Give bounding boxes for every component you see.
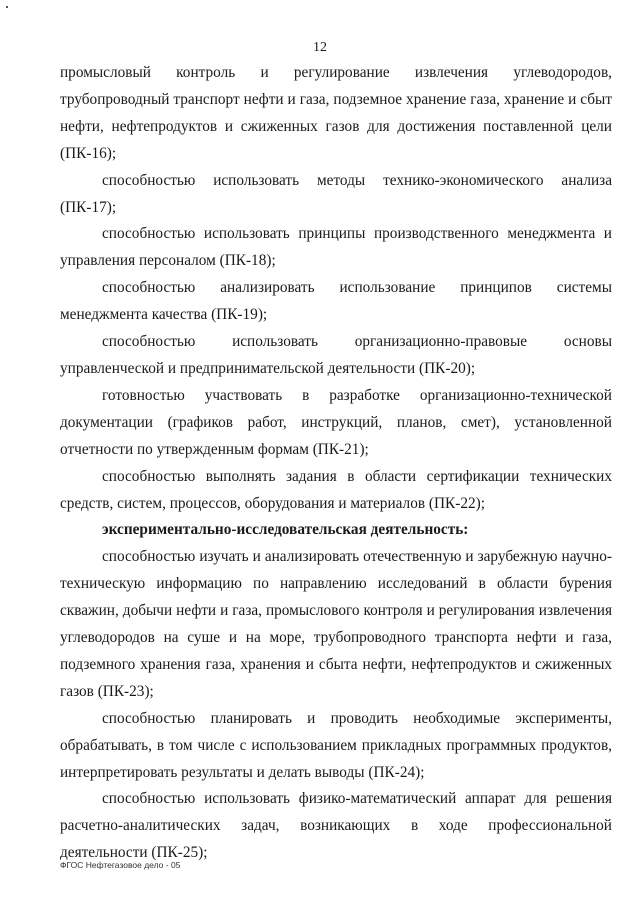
paragraph: готовностью участвовать в разработке организационно-технической документации (графиков работ, инструкций, планов, смет), установленной отчетности по утвержденным формам (ПК-21); — [60, 386, 612, 458]
section-heading: экспериментально-исследовательская деятельность: — [102, 521, 469, 539]
paragraph: способностью анализировать использование принципов системы менеджмента качества (ПК-19); — [60, 279, 612, 324]
page-number: 12 — [313, 40, 327, 55]
paragraph: способностью выполнять задания в области сертификации технических средств, систем, процессов, оборудования и материалов (ПК-22); — [60, 467, 612, 512]
footer-label: ФГОС Нефтегазовое дело - 05 — [60, 860, 181, 870]
paragraph: способностью изучать и анализировать отечественную и зарубежную научно-техническую информацию по направлению исследований в области бурения скважин, добычи нефти и газа, промыслового контроля и регулирования извлечения углеводородов на суше и на море, трубопроводного транспорта нефти и газа, подземного хранения газа, хранения и сбыта нефти, нефтепродуктов и сжиженных газов (ПК-23); — [60, 548, 612, 700]
paragraph: способностью использовать организационно-правовые основы управленческой и предпринимательской деятельности (ПК-20); — [60, 333, 612, 377]
paragraph: способностью использовать физико-математический аппарат для решения расчетно-аналитических задач, возникающих в ходе профессиональной деятельности (ПК-25); — [60, 790, 612, 862]
body-text — [60, 60, 612, 867]
paragraph: способностью использовать принципы производственного менеджмента и управления персоналом (ПК-18); — [60, 225, 612, 270]
paragraph: способностью планировать и проводить необходимые эксперименты, обрабатывать, в том числе с использованием прикладных программных продуктов, интерпретировать результаты и делать выводы (ПК-24); — [60, 709, 612, 781]
scan-speck — [6, 6, 8, 8]
paragraph: промысловый контроль и регулирование извлечения углеводородов, трубопроводный транспорт нефти и газа, подземное хранение газа, хранение и сбыт нефти, нефтепродуктов и сжиженных газов для достижения поставленной цели (ПК-16); — [60, 64, 612, 162]
paragraph: способностью использовать методы технико-экономического анализа (ПК-17); — [60, 171, 612, 216]
